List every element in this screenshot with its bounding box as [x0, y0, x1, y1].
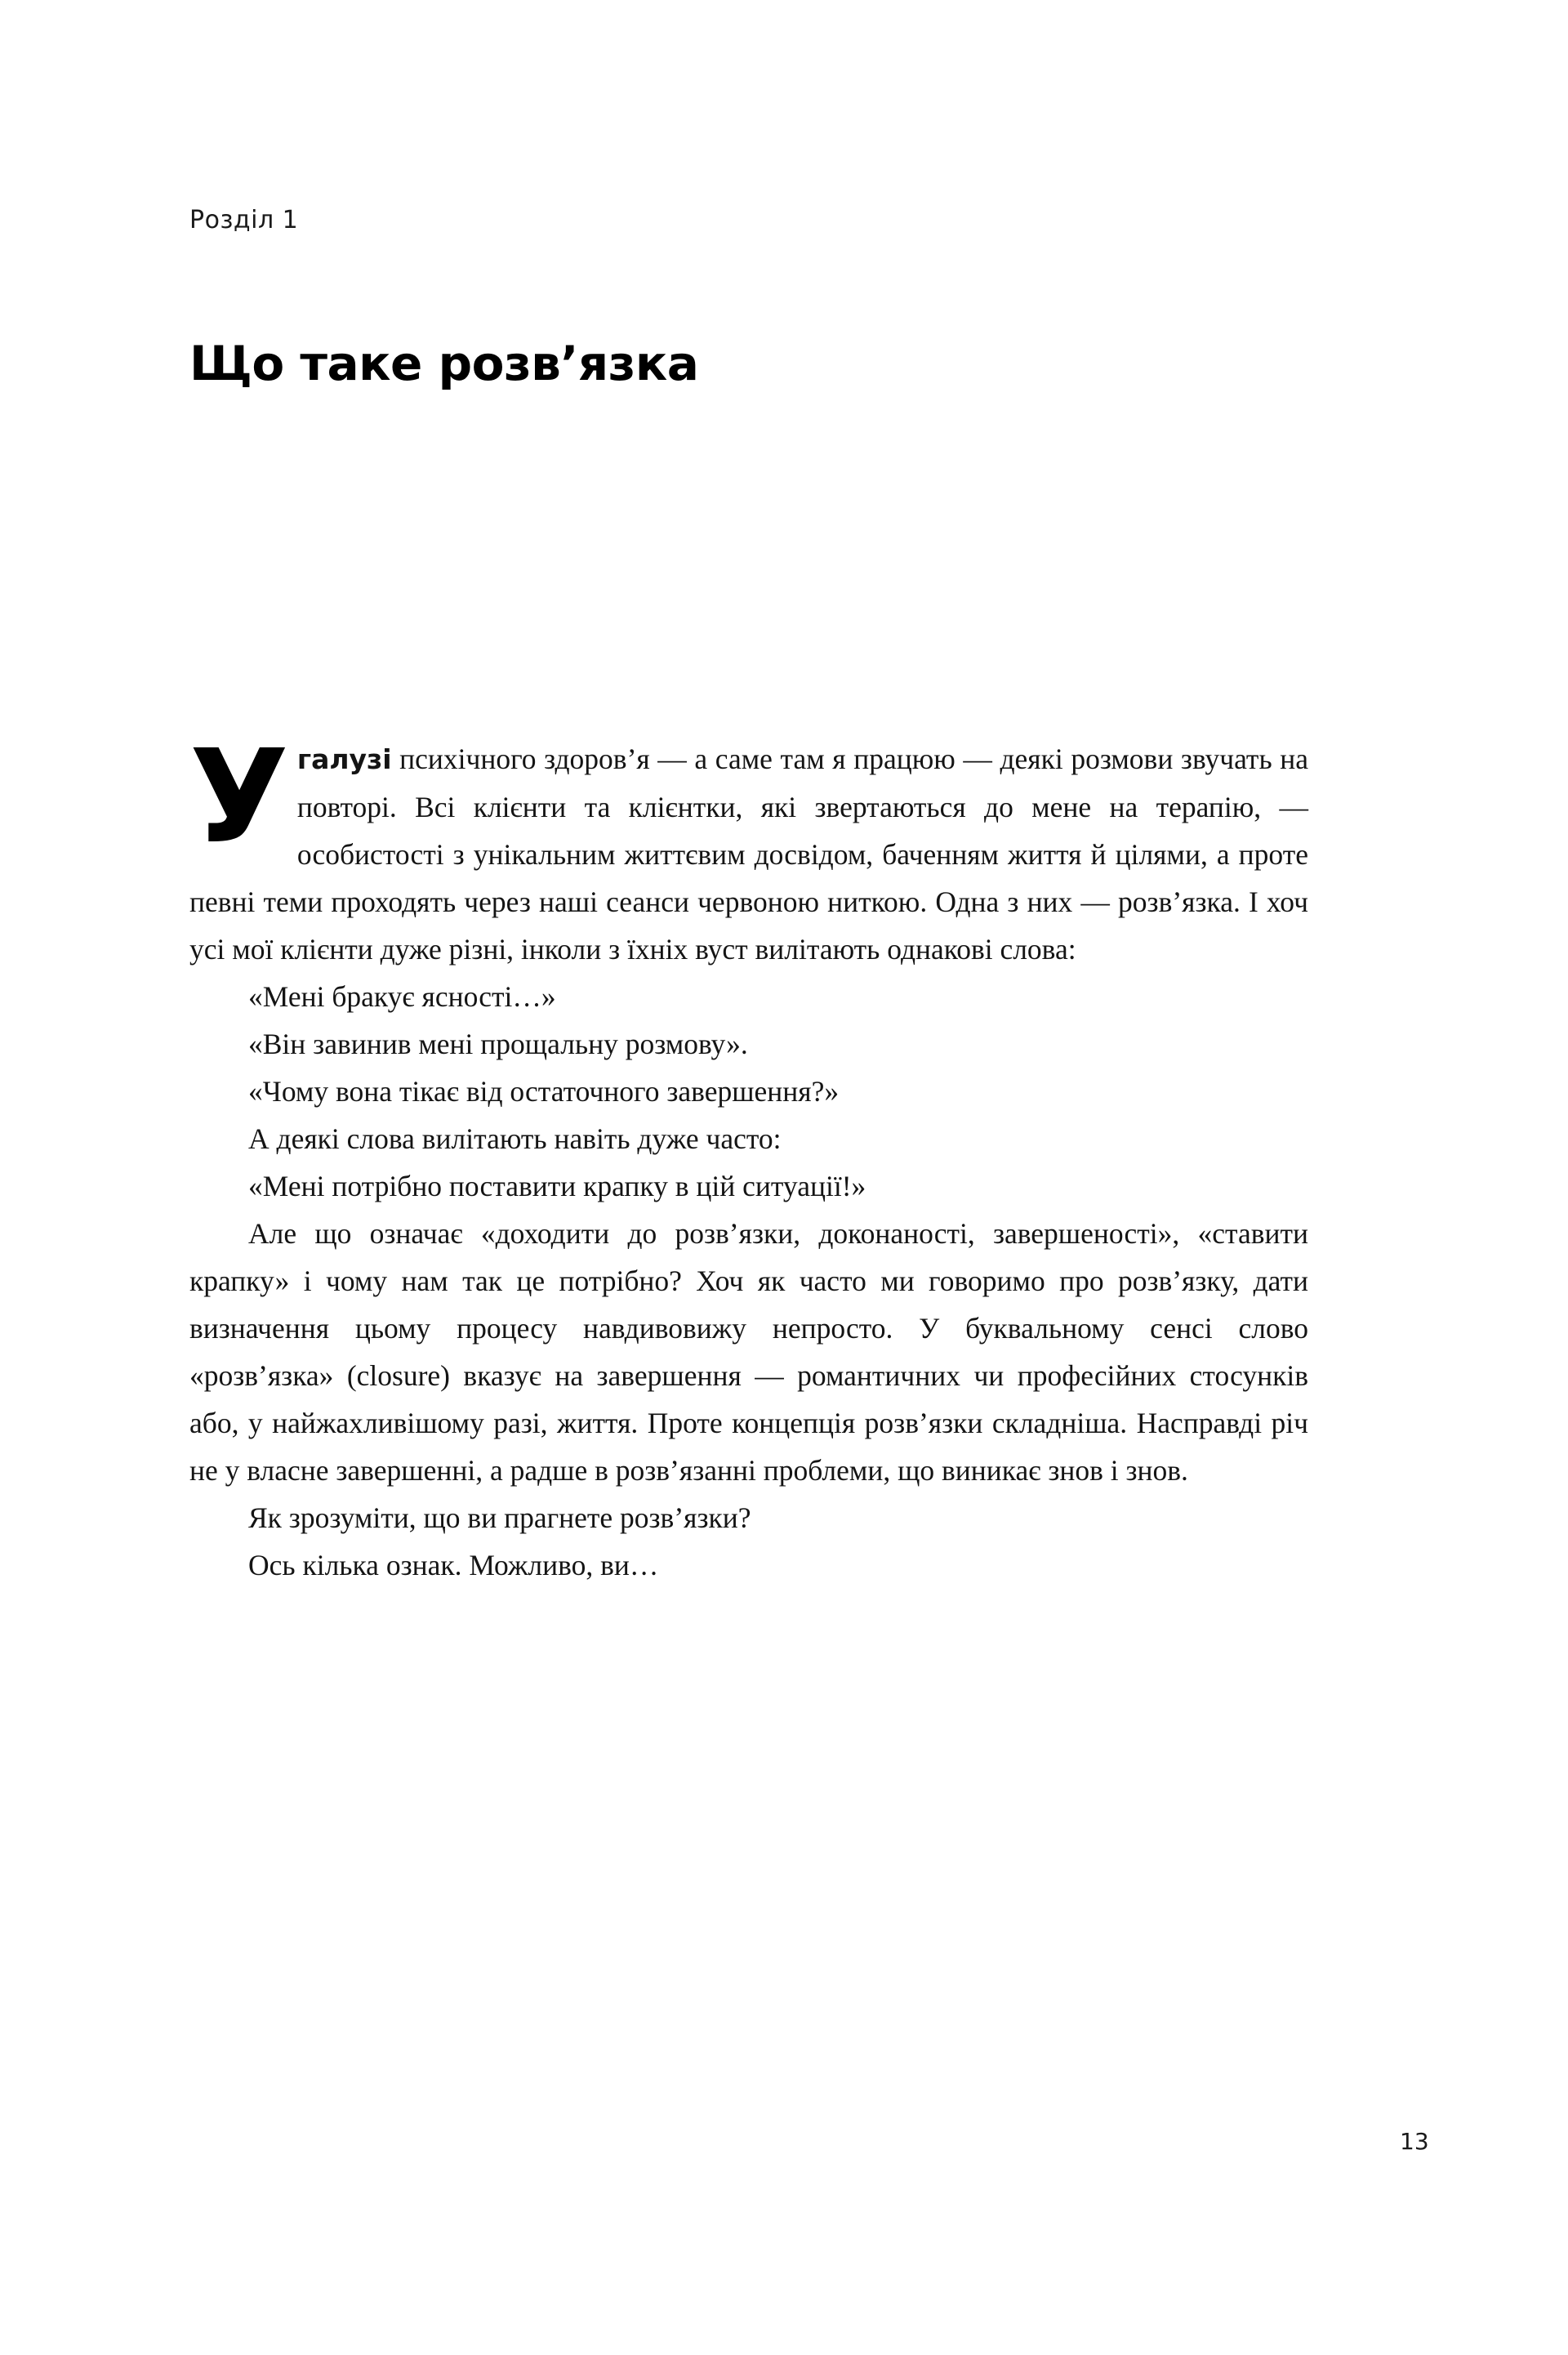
page-content [189, 0, 1429, 2355]
paragraph-transition: А деякі слова вилітають навіть дуже часто: [248, 1122, 782, 1155]
quote-line-4: «Мені потрібно поставити крапку в цій ситуації!» [248, 1170, 866, 1202]
quote-line-3: «Чому вона тікає від остаточного завершення?» [248, 1075, 840, 1108]
quote-line-2: «Він завинив мені прощальну розмову». [248, 1028, 748, 1060]
paragraph-question: Як зрозуміти, що ви прагнете розв’язки? [248, 1501, 751, 1534]
paragraph-definition: Але що означає «доходити до розв’язки, доконаності, завершеності», «ставити крапку» і чому нам так це потрібно? Хоч як часто ми говоримо про розв’язку, дати визначення цьому процесу навдивовижу непросто. У буквальному сенсі слово «розв’язка» (closure) вказує на завершення — романтичних чи професійних стосунків або, у найжахливішому разі, життя. Проте концепція розв’язки складніша. Насправді річ не у власне завершенні, а радше в розв’язанні проблеми, що виникає знов і знов. [189, 1217, 1308, 1487]
chapter-title: Що таке розв’язка [189, 335, 699, 391]
drop-cap: У [189, 722, 289, 872]
chapter-label: Розділ 1 [189, 206, 299, 234]
paragraph-opening [189, 722, 1308, 973]
paragraph-signs-intro: Ось кілька ознак. Можливо, ви… [248, 1549, 659, 1581]
lead-bold-word: галузі [296, 743, 392, 775]
page-number: 13 [1400, 2128, 1429, 2155]
body-text [189, 722, 1308, 1589]
paragraph-opening-text: психічного здоров’я — а саме там я працюю — деякі розмови звучать на повторі. Всі клієнти та клієнтки, які звертаються до мене на терапію, — особистості з унікальним життєвим досвідом, баченням життя й цілями, а проте певні теми проходять через наші сеанси червоною ниткою. Одна з них — розв’язка. І хоч усі мої клієнти дуже різні, інколи з їхніх вуст вилітають однакові слова: [189, 743, 1308, 966]
quote-line-1: «Мені бракує ясності…» [248, 980, 556, 1013]
